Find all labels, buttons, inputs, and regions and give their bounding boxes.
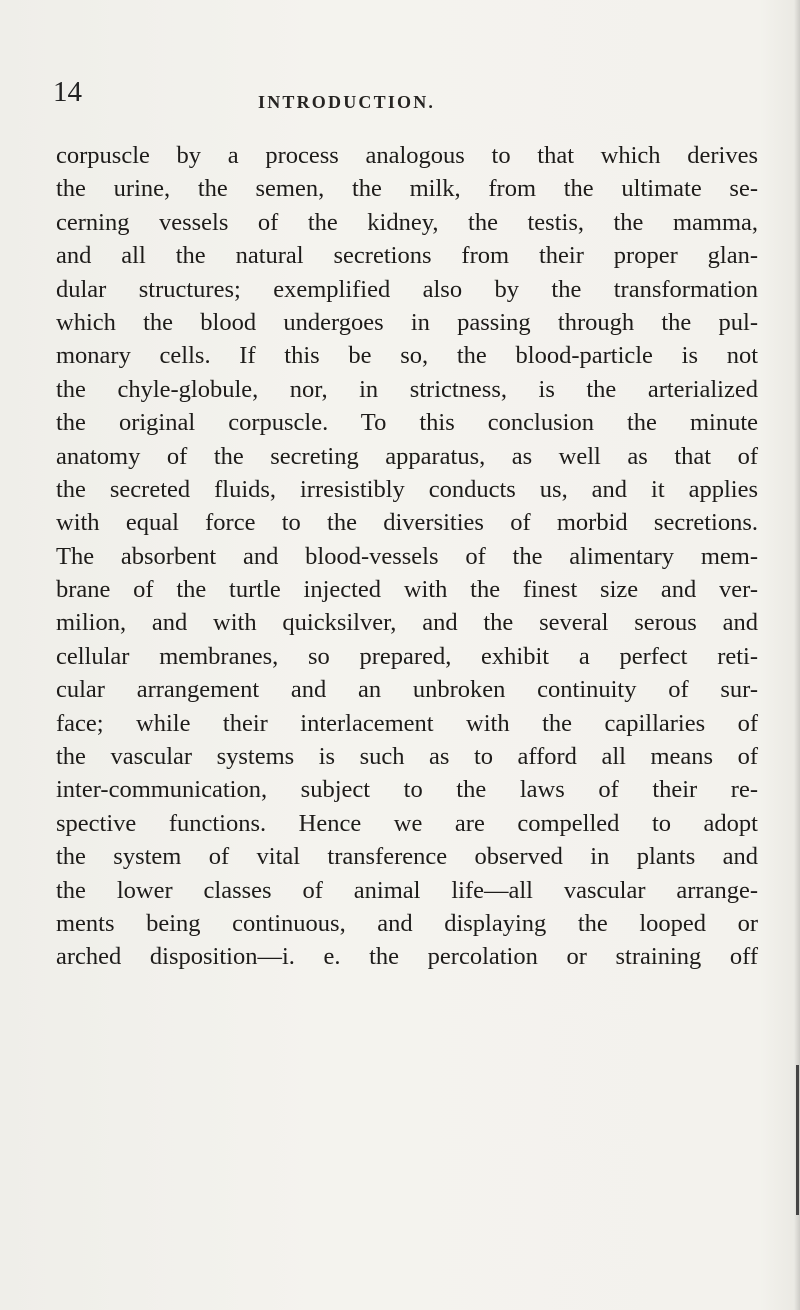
text-line: which the blood undergoes in passing through the pul- xyxy=(56,308,758,336)
text-line: cerning vessels of the kidney, the testis, the mamma, xyxy=(56,208,758,236)
text-line: face; while their interlacement with the capillaries of xyxy=(56,709,758,737)
text-line: arched disposition—i. e. the percolation or straining off xyxy=(56,943,758,971)
text-line: anatomy of the secreting apparatus, as well as that of xyxy=(56,442,758,470)
text-line: the chyle-globule, nor, in strictness, is the arterialized xyxy=(56,375,758,403)
text-line: the vascular systems is such as to afford all means of xyxy=(56,743,758,771)
text-line: milion, and with quicksilver, and the several serous and xyxy=(56,609,758,637)
text-line: dular structures; exemplified also by the transformation xyxy=(56,275,758,303)
text-line: and all the natural secretions from their proper glan- xyxy=(56,242,758,270)
text-line: cellular membranes, so prepared, exhibit a perfect reti- xyxy=(56,642,758,670)
text-line: monary cells. If this be so, the blood-particle is not xyxy=(56,342,758,370)
text-line: ments being continuous, and displaying the looped or xyxy=(56,909,758,937)
text-line: the urine, the semen, the milk, from the ultimate se- xyxy=(56,175,758,203)
text-line: the lower classes of animal life—all vascular arrange- xyxy=(56,876,758,904)
text-line: the system of vital transference observed in plants and xyxy=(56,843,758,871)
page-edge-mark xyxy=(796,1065,799,1215)
text-line: spective functions. Hence we are compelled to adopt xyxy=(56,809,758,837)
text-line: corpuscle by a process analogous to that which derives xyxy=(56,142,758,169)
text-line: brane of the turtle injected with the finest size and ver- xyxy=(56,576,758,604)
text-line: the original corpuscle. To this conclusion the minute xyxy=(56,409,758,437)
page-number: 14 xyxy=(53,76,82,108)
text-line: with equal force to the diversities of morbid secretions. xyxy=(56,509,758,537)
text-line: the secreted fluids, irresistibly conducts us, and it applies xyxy=(56,475,758,503)
text-line: inter-communication, subject to the laws of their re- xyxy=(56,776,758,804)
body-text xyxy=(56,139,758,974)
running-head: INTRODUCTION. xyxy=(258,92,436,112)
text-line: cular arrangement and an unbroken continuity of sur- xyxy=(56,676,758,704)
text-line: The absorbent and blood-vessels of the alimentary mem- xyxy=(56,542,758,570)
